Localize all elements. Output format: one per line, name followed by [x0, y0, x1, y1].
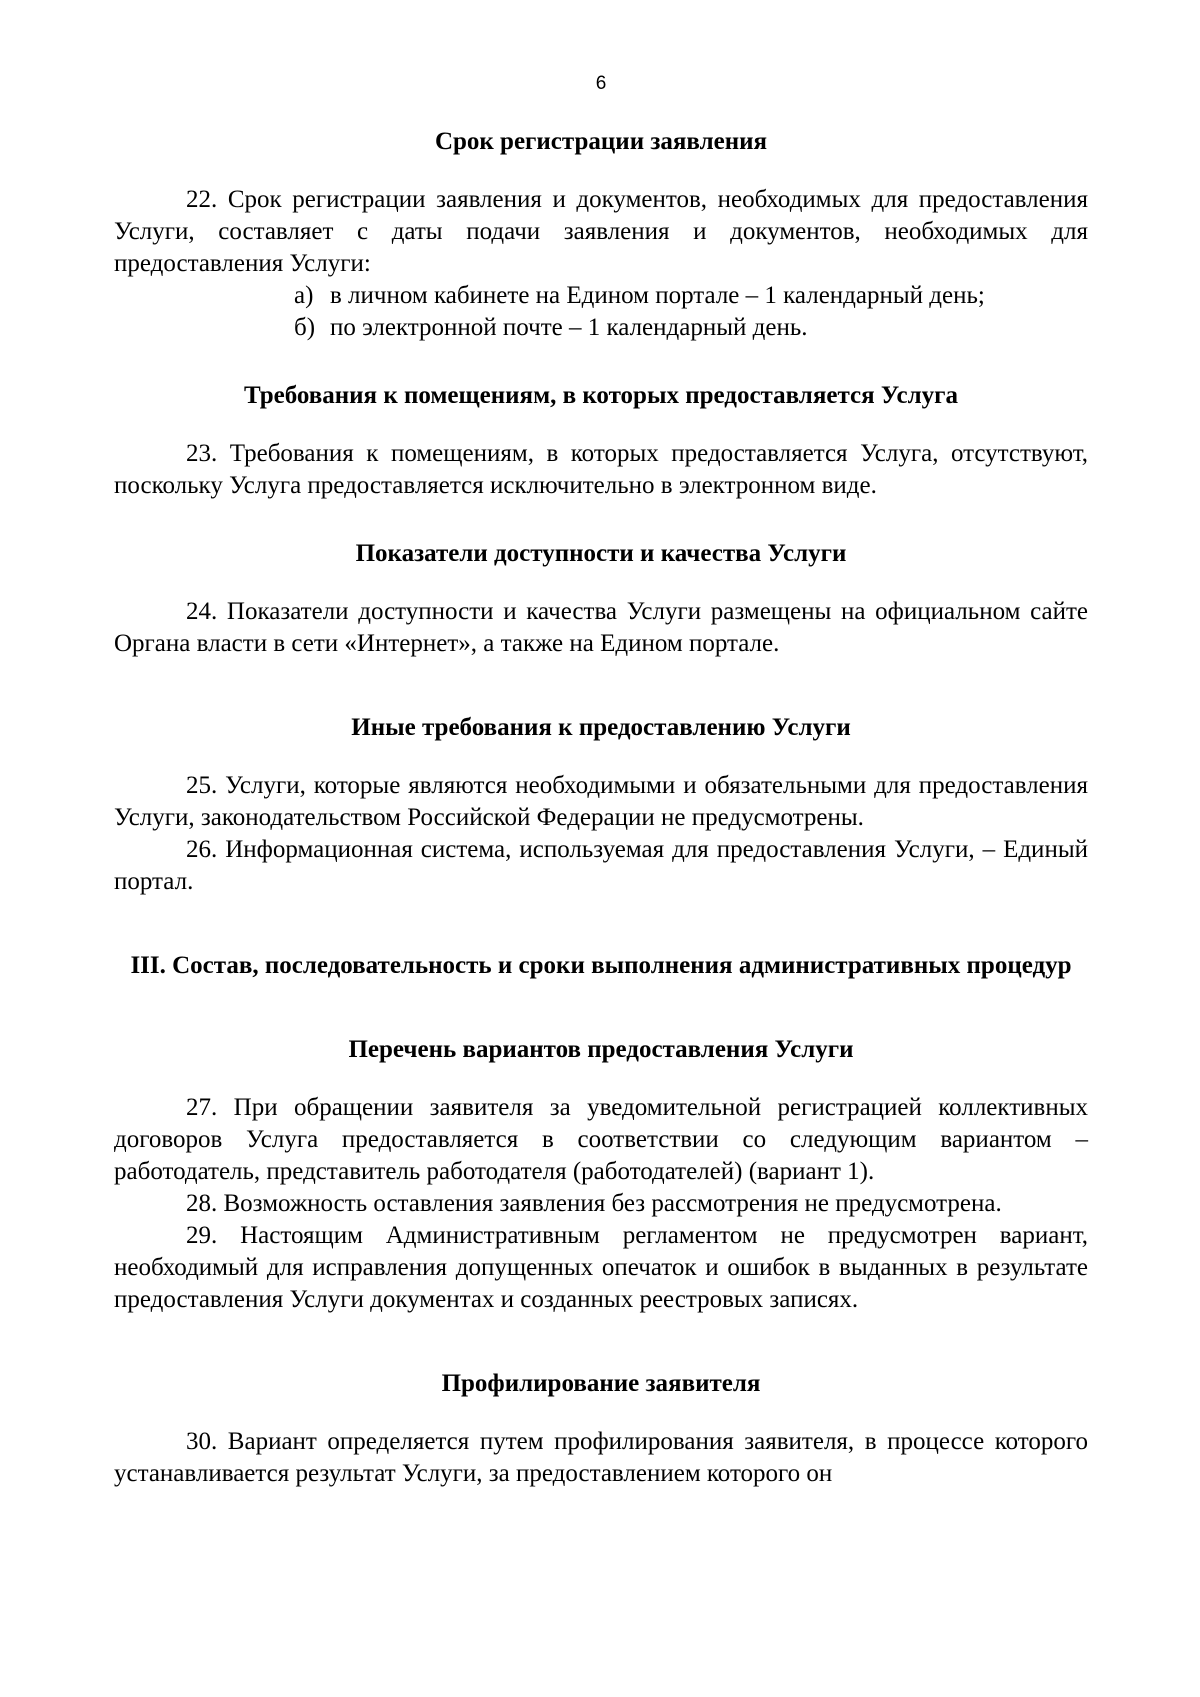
heading-accessibility-indicators: Показатели доступности и качества Услуги [355, 540, 847, 567]
spacer [114, 744, 1088, 770]
heading-registration-term: Срок регистрации заявления [434, 128, 768, 155]
paragraph-25: 25. Услуги, которые являются необходимыми и обязательными для предоставления Услуги, законодательством Российской Федерации не предусмотрены. [114, 772, 1088, 831]
page-number: 6 [595, 73, 607, 94]
paragraph-23: 23. Требования к помещениям, в которых предоставляется Услуга, отсутствуют, поскольку Услуга предоставляется исключительно в электронном виде. [114, 440, 1088, 499]
spacer [114, 570, 1088, 596]
list-marker: а) [294, 282, 314, 309]
spacer [114, 1400, 1088, 1426]
spacer [114, 412, 1088, 438]
spacer [114, 982, 1088, 1034]
spacer [114, 502, 1088, 538]
paragraph-26: 26. Информационная система, используемая для предоставления Услуги, – Единый портал. [114, 836, 1088, 895]
spacer [114, 158, 1088, 184]
spacer [114, 898, 1088, 950]
paragraph-24: 24. Показатели доступности и качества Услуги размещены на официальном сайте Органа власти в сети «Интернет», а также на Едином портале. [114, 598, 1088, 657]
paragraph-29: 29. Настоящим Административным регламентом не предусмотрен вариант, необходимый для исправления допущенных опечаток и ошибок в выданных в результате предоставления Услуги документах и созданных реестровых записях. [114, 1222, 1088, 1313]
spacer [114, 1316, 1088, 1368]
spacer [114, 1066, 1088, 1092]
list-item-b [294, 312, 1088, 344]
heading-other-requirements: Иные требования к предоставлению Услуги [351, 714, 851, 741]
spacer [114, 660, 1088, 712]
heading-applicant-profiling: Профилирование заявителя [441, 1370, 761, 1397]
list-marker: б) [294, 314, 316, 341]
list-item-text: в личном кабинете на Едином портале – 1 календарный день; [330, 282, 985, 309]
list-item-text: по электронной почте – 1 календарный день. [330, 314, 808, 341]
paragraph-30: 30. Вариант определяется путем профилирования заявителя, в процессе которого устанавливается результат Услуги, за предоставлением которого он [114, 1428, 1088, 1487]
heading-premises-requirements: Требования к помещениям, в которых предоставляется Услуга [243, 382, 959, 409]
paragraph-27: 27. При обращении заявителя за уведомительной регистрацией коллективных договоров Услуга предоставляется в соответствии со следующим вариантом – работодатель, представитель работодателя (работодателей) (вариант 1). [114, 1094, 1088, 1185]
paragraph-28: 28. Возможность оставления заявления без рассмотрения не предусмотрена. [186, 1190, 1002, 1217]
paragraph-22: 22. Срок регистрации заявления и документов, необходимых для предоставления Услуги, составляет с даты подачи заявления и документов, необходимых для предоставления Услуги: [114, 186, 1088, 277]
heading-variants-list: Перечень вариантов предоставления Услуги [348, 1036, 854, 1063]
heading-section-iii: III. Состав, последовательность и сроки выполнения административных процедур [130, 952, 1072, 979]
spacer [114, 344, 1088, 380]
list-item-a [294, 280, 1088, 312]
